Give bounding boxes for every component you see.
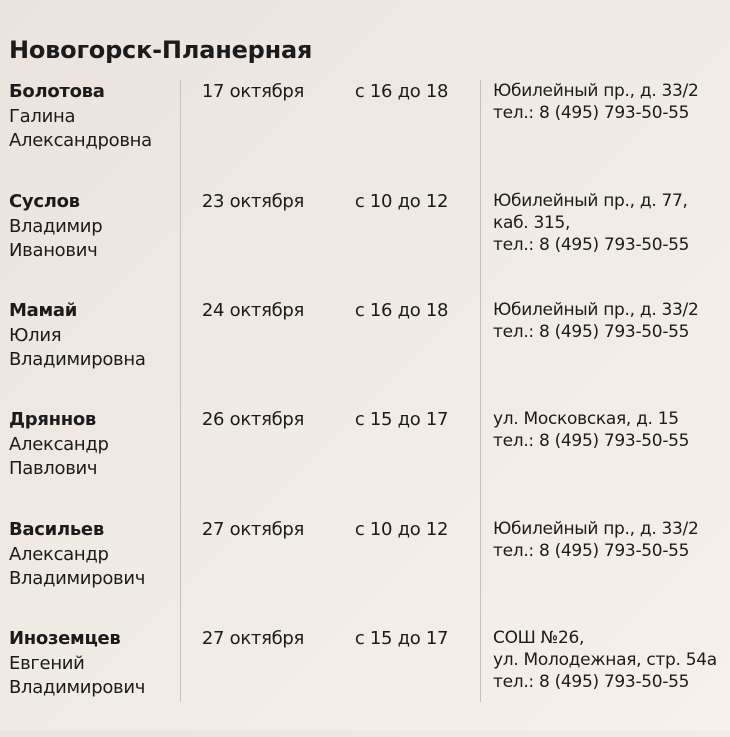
address-line: Юбилейный пр., д. 33/2 [493, 81, 699, 101]
phone-line: тел.: 8 (495) 793-50-55 [493, 672, 690, 692]
person-name [9, 299, 146, 373]
given-name: Владимир [9, 215, 103, 237]
reception-date: 27 октября [201, 519, 305, 540]
patronymic: Александровна [9, 130, 152, 151]
given-name: Юлия [9, 324, 62, 346]
person-name [9, 518, 145, 592]
reception-time: с 10 до 12 [354, 519, 449, 540]
address [493, 299, 699, 343]
address [493, 80, 699, 124]
address-line: ул. Молодежная, стр. 54а [493, 650, 717, 670]
reception-time: с 16 до 18 [354, 81, 449, 102]
person-name [9, 80, 152, 154]
address-line: Юбилейный пр., д. 33/2 [493, 300, 699, 320]
patronymic: Владимирович [9, 568, 146, 589]
address [493, 408, 689, 452]
address [493, 190, 689, 256]
address [493, 627, 717, 693]
address-line: ул. Московская, д. 15 [493, 409, 679, 429]
reception-date: 23 октября [201, 191, 305, 212]
patronymic: Владимировна [9, 349, 146, 370]
table-row [0, 518, 730, 628]
reception-date: 27 октября [201, 628, 305, 649]
table-row [0, 627, 730, 737]
surname: Васильев [9, 519, 104, 540]
reception-time: с 16 до 18 [354, 300, 449, 321]
person-name [9, 190, 102, 264]
reception-date: 24 октября [201, 300, 305, 321]
table-row [0, 408, 730, 518]
surname: Мамай [9, 300, 78, 321]
surname: Иноземцев [9, 628, 121, 649]
surname: Болотова [9, 81, 105, 102]
person-name [9, 408, 109, 482]
table-row [0, 80, 730, 190]
address-line: СОШ №26, [493, 628, 585, 648]
reception-time: с 15 до 17 [354, 409, 449, 430]
table-row [0, 190, 730, 300]
phone-line: тел.: 8 (495) 793-50-55 [493, 431, 690, 451]
patronymic: Иванович [9, 240, 98, 261]
given-name: Александр [9, 543, 109, 565]
given-name: Александр [9, 433, 109, 455]
surname: Дряннов [9, 409, 97, 430]
address-line: Юбилейный пр., д. 77, [493, 191, 688, 211]
phone-line: тел.: 8 (495) 793-50-55 [493, 103, 690, 123]
patronymic: Владимирович [9, 677, 146, 698]
reception-time: с 15 до 17 [354, 628, 449, 649]
phone-line: тел.: 8 (495) 793-50-55 [493, 235, 690, 255]
phone-line: тел.: 8 (495) 793-50-55 [493, 322, 690, 342]
page-title: Новогорск-Планерная [9, 36, 313, 64]
table-row [0, 299, 730, 409]
address-line: каб. 315, [493, 213, 571, 233]
reception-date: 17 октября [201, 81, 305, 102]
patronymic: Павлович [9, 458, 98, 479]
reception-date: 26 октября [201, 409, 305, 430]
address-line: Юбилейный пр., д. 33/2 [493, 519, 699, 539]
given-name: Евгений [9, 652, 85, 674]
given-name: Галина [9, 105, 76, 127]
address [493, 518, 699, 562]
person-name [9, 627, 145, 701]
surname: Суслов [9, 191, 80, 212]
reception-time: с 10 до 12 [354, 191, 449, 212]
phone-line: тел.: 8 (495) 793-50-55 [493, 541, 690, 561]
